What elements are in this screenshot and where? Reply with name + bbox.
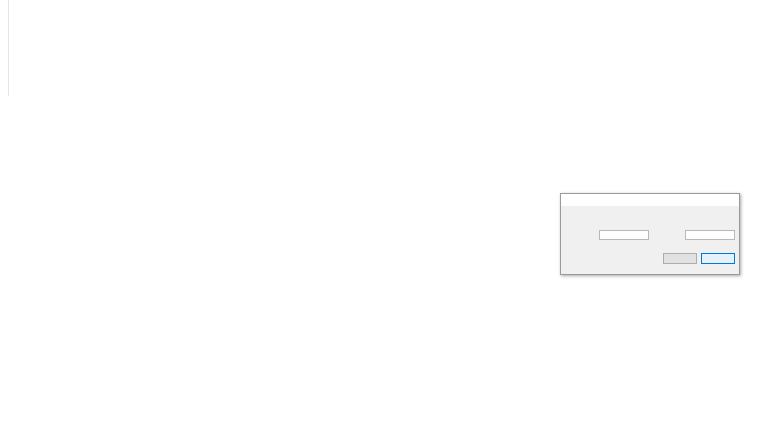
column-middle xyxy=(284,0,508,6)
column-right xyxy=(534,0,760,122)
start-service-button[interactable] xyxy=(663,253,697,264)
exit-button[interactable] xyxy=(701,253,735,264)
column-left xyxy=(8,0,244,106)
address-input[interactable] xyxy=(599,230,649,240)
message-server-dialog xyxy=(560,193,740,275)
password-input[interactable] xyxy=(685,230,735,240)
dialog-spacer xyxy=(534,10,760,122)
top-code-block xyxy=(8,0,244,96)
dialog-titlebar xyxy=(561,194,739,206)
